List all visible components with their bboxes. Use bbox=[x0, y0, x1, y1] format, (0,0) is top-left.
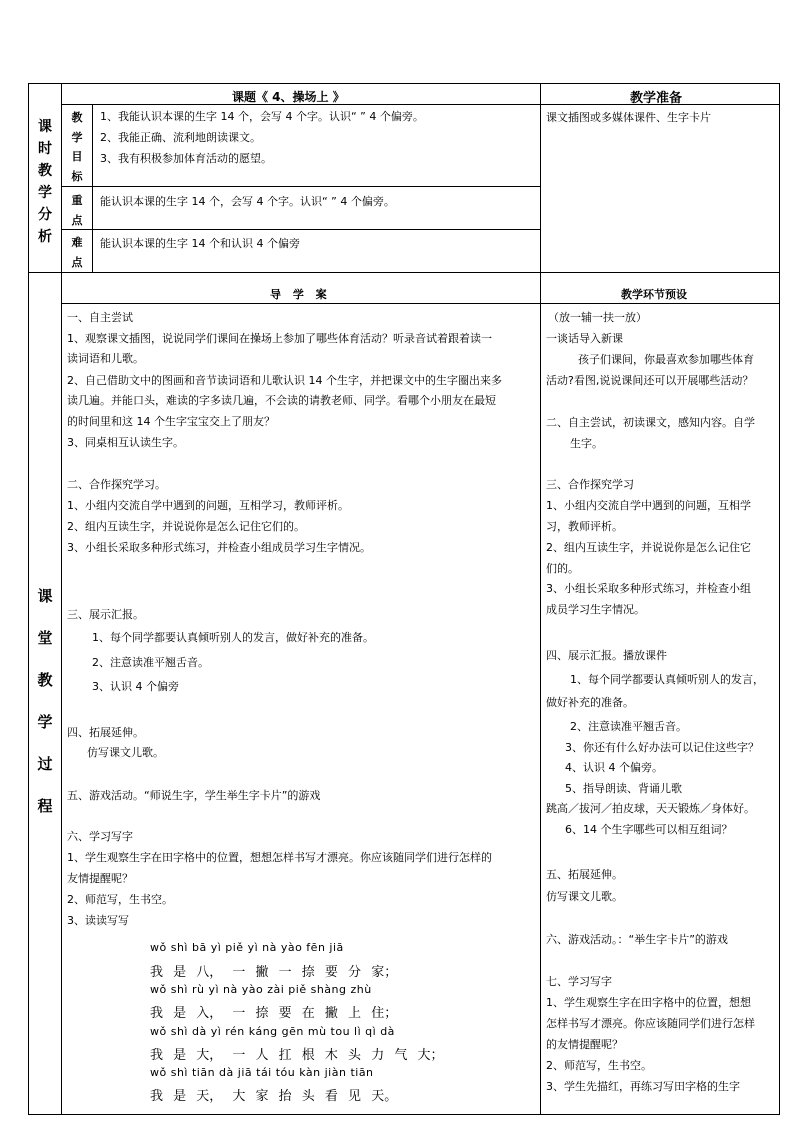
right-line: （放一辅一扶一放） bbox=[548, 311, 647, 324]
goals-label: 教 学 目 标 bbox=[71, 111, 83, 183]
table-border-left bbox=[28, 83, 29, 1115]
right-line: 生字。 bbox=[570, 437, 603, 450]
goal-2: 2、我能正确、流利地朗读课文。 bbox=[100, 131, 261, 144]
poem-line-1: 我 是 八， 一 撇 一 捺 要 分 家； bbox=[150, 965, 398, 980]
right-line: 四、展示汇报。播放课件 bbox=[546, 649, 667, 662]
goal-1: 1、我能认识本课的生字 14 个，会写 4 个字。认识“ ” 4 个偏旁。 bbox=[100, 110, 424, 123]
table-border-top bbox=[28, 83, 780, 84]
left-line: 1、小组内交流自学中遇到的问题，互相学习，教师评析。 bbox=[67, 499, 349, 512]
right-line: 2、组内互读生字，并说说你是怎么记住它 bbox=[546, 541, 751, 554]
left-line: 四、拓展延伸。 bbox=[67, 726, 144, 739]
poem-line-4: 我 是 天， 大 家 抬 头 看 见 天。 bbox=[150, 1089, 398, 1104]
analysis-bottom-line bbox=[28, 272, 780, 273]
poem-pinyin-1: wǒ shì bā yì piě yì nà yào fēn jiā bbox=[150, 941, 344, 954]
right-line: 1、小组内交流自学中遇到的问题，互相学 bbox=[546, 499, 751, 512]
analysis-vertical-label: 课 时 教 学 分 析 bbox=[38, 119, 52, 245]
right-line: 仿写课文儿歌。 bbox=[546, 890, 623, 903]
left-line: 3、同桌相互认读生字。 bbox=[67, 436, 184, 449]
key-row-line bbox=[61, 229, 540, 230]
right-line: 5、指导朗读、背诵儿歌 bbox=[565, 782, 682, 795]
right-line: 做好补充的准备。 bbox=[546, 696, 634, 709]
key-text: 能认识本课的生字 14 个，会写 4 个字。认识“ ” 4 个偏旁。 bbox=[100, 195, 395, 208]
right-line: 们的。 bbox=[546, 562, 579, 575]
poem-pinyin-2: wǒ shì rù yì nà yào zài piě shàng zhù bbox=[150, 983, 372, 996]
diff-text: 能认识本课的生字 14 个和认识 4 个偏旁 bbox=[100, 237, 300, 250]
right-line: 跳高／拔河／拍皮球，天天锻炼／身体好。 bbox=[546, 802, 755, 815]
right-line: 成员学习生字情况。 bbox=[546, 603, 645, 616]
right-line: 一谈话导入新课 bbox=[546, 332, 623, 345]
right-line: 三、合作探究学习 bbox=[546, 478, 634, 491]
left-line: 3、认识 4 个偏旁 bbox=[92, 680, 179, 693]
label-column-divider bbox=[61, 83, 62, 1115]
sub-label-divider bbox=[92, 104, 93, 272]
right-line: 4、认识 4 个偏旁。 bbox=[565, 761, 663, 774]
right-line: 活动?看图,说说课间还可以开展哪些活动？ bbox=[546, 374, 754, 387]
prep-text: 课文插图或多媒体课件、生字卡片 bbox=[546, 111, 711, 124]
right-line: 1、每个同学都要认真倾听别人的发言， bbox=[570, 673, 764, 686]
left-line: 读词语和儿歌。 bbox=[67, 352, 144, 365]
right-line: 3、你还有什么好办法可以记住这些字？ bbox=[565, 741, 759, 754]
left-line: 的时间里和这 14 个生字宝宝交上了朋友？ bbox=[67, 415, 275, 428]
poem-line-2: 我 是 入， 一 捺 要 在 撇 上 住； bbox=[150, 1006, 398, 1021]
prep-title: 教学准备 bbox=[630, 91, 683, 106]
right-line: 六、游戏活动。：“举生字卡片”的游戏 bbox=[546, 933, 728, 946]
right-line: 习，教师评析。 bbox=[546, 520, 623, 533]
right-line: 孩子们课间，你最喜欢参加哪些体育 bbox=[578, 353, 754, 366]
left-line: 三、展示汇报。 bbox=[67, 608, 144, 621]
right-line: 五、拓展延伸。 bbox=[546, 868, 623, 881]
poem-pinyin-4: wǒ shì tiān dà jiā tái tóu kàn jiàn tiān bbox=[150, 1066, 374, 1079]
teaching-steps-title: 教学环节预设 bbox=[621, 288, 687, 301]
right-line: 二、自主尝试，初读课文，感知内容。自学 bbox=[546, 416, 755, 429]
left-line: 六、学习写字 bbox=[67, 830, 133, 843]
left-line: 二、合作探究学习。 bbox=[67, 478, 166, 491]
guide-plan-title: 导 学 案 bbox=[270, 288, 327, 301]
table-border-bottom bbox=[28, 1114, 780, 1115]
right-line: 2、注意读准平翘舌音。 bbox=[570, 720, 687, 733]
right-line: 3、学生先描红，再练习写田字格的生字 bbox=[546, 1080, 740, 1093]
goals-row-line bbox=[61, 186, 540, 187]
right-line: 1、学生观察生字在田字格中的位置，想想 bbox=[546, 996, 751, 1009]
right-line: 的友情提醒呢？ bbox=[546, 1038, 623, 1051]
left-line: 1、每个同学都要认真倾听别人的发言，做好补充的准备。 bbox=[92, 631, 374, 644]
left-line: 2、组内互读生字，并说说你是怎么记住它们的。 bbox=[67, 520, 305, 533]
right-line: 6、14 个生字哪些可以相互组词？ bbox=[565, 823, 733, 836]
left-line: 一、自主尝试 bbox=[67, 311, 133, 324]
diff-label: 难 点 bbox=[71, 236, 83, 269]
right-line: 七、学习写字 bbox=[546, 975, 612, 988]
left-line: 2、师范写，生书空。 bbox=[67, 893, 173, 906]
key-label: 重 点 bbox=[71, 194, 83, 227]
left-line: 1、观察课文插图，说说同学们课间在操场上参加了哪些体育活动？听录音试着跟着读一 bbox=[67, 332, 492, 345]
right-line: 怎样书写才漂亮。你应该随同学们进行怎样 bbox=[546, 1017, 755, 1030]
left-line: 3、读读写写 bbox=[67, 914, 129, 927]
poem-line-3: 我 是 大， 一 人 扛 根 木 头 力 气 大； bbox=[150, 1048, 444, 1063]
process-header-line bbox=[61, 303, 780, 304]
left-line: 3、小组长采取多种形式练习，并检查小组成员学习生字情况。 bbox=[67, 541, 371, 554]
process-vertical-label: 课 堂 教 学 过 程 bbox=[37, 587, 53, 815]
left-line: 五、游戏活动。“师说生字，学生举生字卡片”的游戏 bbox=[67, 789, 321, 802]
poem-pinyin-3: wǒ shì dà yì rén káng gēn mù tou lì qì dà bbox=[150, 1025, 395, 1038]
left-line: 仿写课文儿歌。 bbox=[87, 746, 164, 759]
left-line: 1、学生观察生字在田字格中的位置，想想怎样书写才漂亮。你应该随同学们进行怎样的 bbox=[67, 851, 492, 864]
goal-3: 3、我有积极参加体育活动的愿望。 bbox=[100, 152, 272, 165]
left-line: 2、自己借助文中的图画和音节读词语和儿歌认识 14 个生字，并把课文中的生字圈出来多 bbox=[67, 374, 502, 387]
right-line: 3、小组长采取多种形式练习，并检查小组 bbox=[546, 582, 751, 595]
middle-divider bbox=[540, 83, 541, 1115]
table-border-right bbox=[779, 83, 780, 1115]
lesson-title: 课题《 4、操场上 》 bbox=[232, 90, 345, 104]
left-line: 2、注意读准平翘舌音。 bbox=[92, 656, 209, 669]
left-line: 友情提醒呢？ bbox=[67, 872, 133, 885]
left-line: 读几遍。并能口头，难读的字多读几遍，不会读的请教老师、同学。看哪个小朋友在最短 bbox=[67, 394, 496, 407]
right-line: 2、师范写，生书空。 bbox=[546, 1059, 652, 1072]
